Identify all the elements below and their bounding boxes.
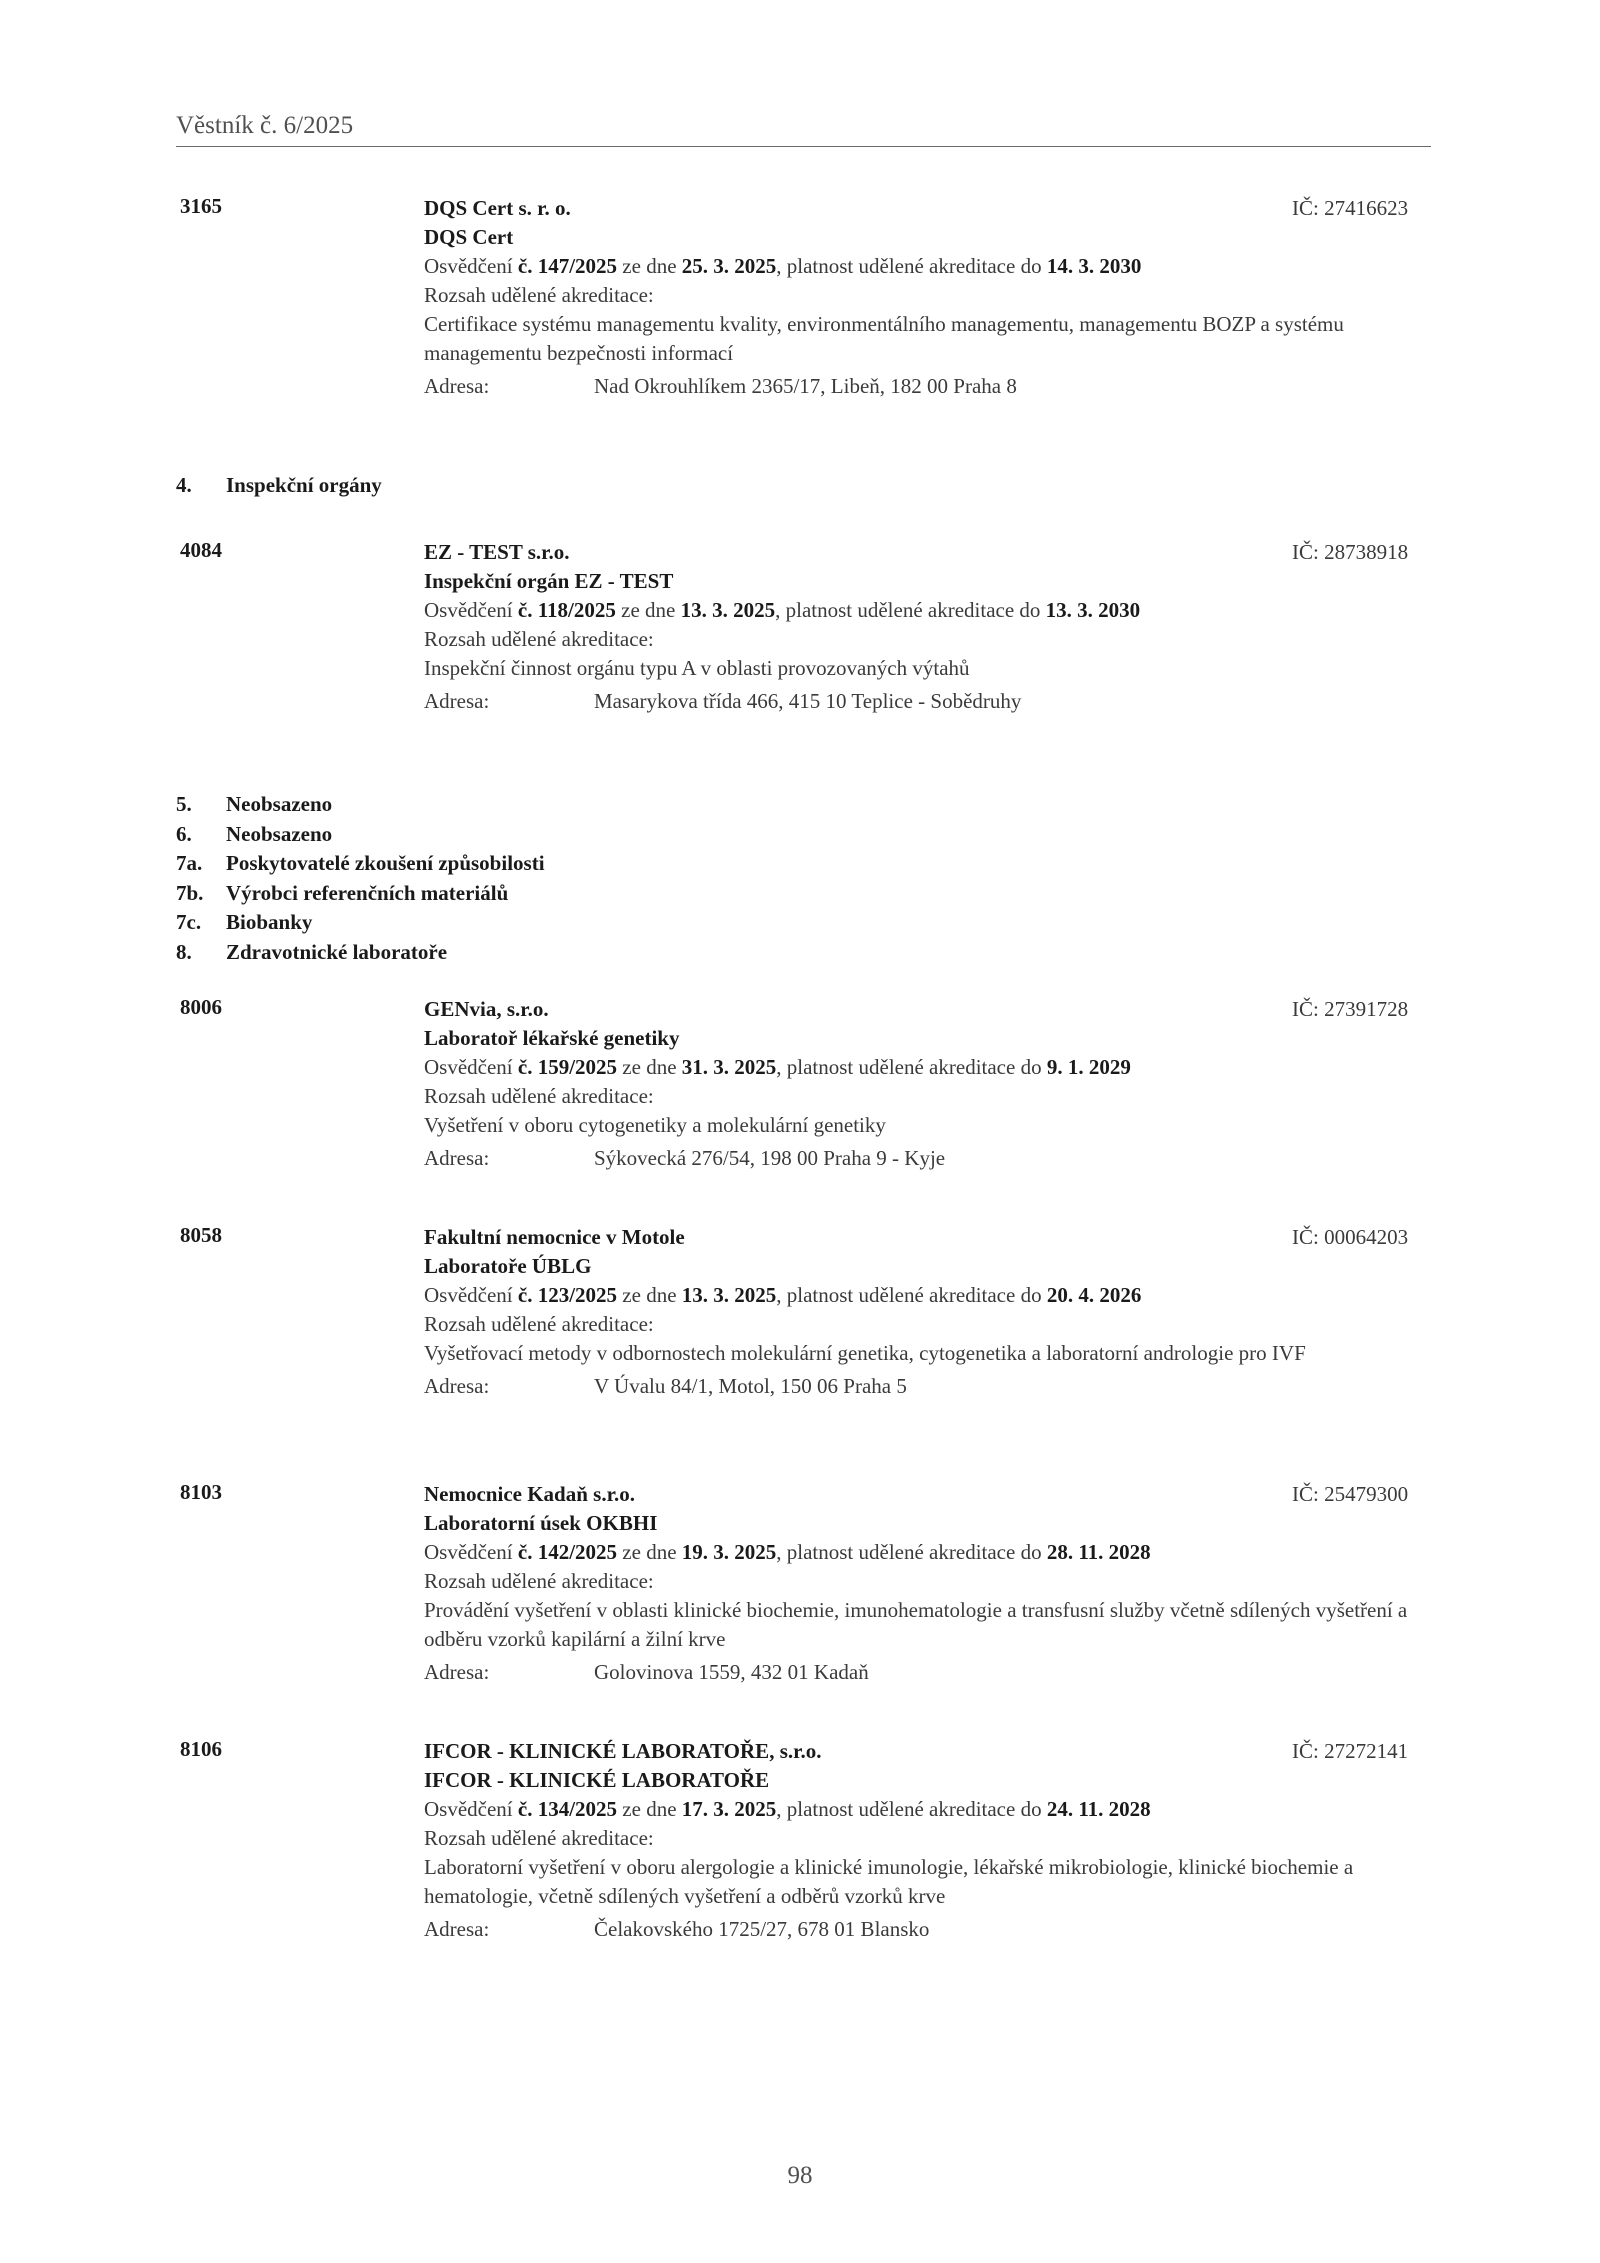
scope-label: Rozsah udělené akreditace: xyxy=(424,1084,654,1108)
address-value: Sýkovecká 276/54, 198 00 Praha 9 - Kyje xyxy=(594,1146,946,1170)
entry-name-row xyxy=(424,194,1424,223)
entry-ic: IČ: 00064203 xyxy=(1292,1225,1409,1249)
section-heading xyxy=(176,820,545,850)
section-heading xyxy=(176,473,382,498)
entry-body xyxy=(424,194,1424,401)
cert-valid-until: 24. 11. 2028 xyxy=(1046,1797,1151,1821)
entry-certificate xyxy=(424,1538,1424,1567)
cert-number: č. 159/2025 xyxy=(517,1055,618,1079)
entry-name: DQS Cert s. r. o. xyxy=(424,196,571,220)
page-number: 98 xyxy=(787,2162,813,2189)
entry-name-row xyxy=(424,1223,1424,1252)
header-divider xyxy=(176,146,1431,147)
page-header xyxy=(176,112,1431,140)
address-label: Adresa: xyxy=(424,374,490,398)
section-heading xyxy=(176,790,545,820)
cert-text: , platnost udělené akreditace do xyxy=(776,1283,1047,1307)
cert-date: 31. 3. 2025 xyxy=(681,1055,777,1079)
entry-body xyxy=(424,1480,1424,1687)
entry-number: 8006 xyxy=(180,995,222,1019)
address-label: Adresa: xyxy=(424,1374,490,1398)
scope-text: Vyšetření v oboru cytogenetiky a molekulární genetiky xyxy=(424,1113,886,1137)
section-number: 7b. xyxy=(176,880,204,905)
entry-body xyxy=(424,1737,1424,1944)
cert-prefix: Osvědčení xyxy=(424,1055,518,1079)
entry-number: 8103 xyxy=(180,1480,222,1504)
scope-text: Certifikace systému managementu kvality, environmentálního managementu, managementu BOZP a systému managementu bezpečnosti informací xyxy=(424,312,1344,365)
entry-number: 3165 xyxy=(180,194,222,218)
entry-body xyxy=(424,995,1424,1173)
cert-prefix: Osvědčení xyxy=(424,254,518,278)
cert-text: ze dne xyxy=(615,598,681,622)
cert-valid-until: 9. 1. 2029 xyxy=(1046,1055,1131,1079)
address-label: Adresa: xyxy=(424,1146,490,1170)
address-row xyxy=(424,687,1424,716)
section-heading xyxy=(176,938,545,968)
entry-ic: IČ: 28738918 xyxy=(1292,540,1409,564)
cert-number: č. 134/2025 xyxy=(517,1797,618,1821)
scope-text: Provádění vyšetření v oblasti klinické biochemie, imunohematologie a transfusní služby včetně sdílených vyšetření a odběru vzorků kapilární a žilní krve xyxy=(424,1598,1408,1651)
address-row xyxy=(424,1144,1424,1173)
entry-certificate xyxy=(424,1281,1424,1310)
section-heading xyxy=(176,879,545,909)
scope-text: Laboratorní vyšetření v oboru alergologie a klinické imunologie, lékařské mikrobiologie, klinické biochemie a hematologie, včetně sdílených vyšetření a odběrů vzorků krve xyxy=(424,1855,1354,1908)
scope-text: Vyšetřovací metody v odbornostech molekulární genetika, cytogenetika a laboratorní andrologie pro IVF xyxy=(424,1341,1306,1365)
section-list xyxy=(176,790,545,967)
entry-subname: Laboratoř lékařské genetiky xyxy=(424,1026,680,1050)
entry-subname: Laboratoře ÚBLG xyxy=(424,1254,592,1278)
cert-text: , platnost udělené akreditace do xyxy=(776,1540,1047,1564)
address-label: Adresa: xyxy=(424,689,490,713)
cert-text: , platnost udělené akreditace do xyxy=(776,254,1047,278)
section-number: 7a. xyxy=(176,851,203,875)
cert-text: ze dne xyxy=(617,1797,682,1821)
scope-label: Rozsah udělené akreditace: xyxy=(424,283,654,307)
cert-valid-until: 14. 3. 2030 xyxy=(1046,254,1142,278)
entry-subname: IFCOR - KLINICKÉ LABORATOŘE xyxy=(424,1768,770,1792)
section-number: 7c. xyxy=(176,910,202,934)
entry-name-row xyxy=(424,1480,1424,1509)
cert-text: , platnost udělené akreditace do xyxy=(775,598,1046,622)
entry-ic: IČ: 27272141 xyxy=(1292,1739,1409,1763)
scope-label: Rozsah udělené akreditace: xyxy=(424,1569,654,1593)
cert-date: 25. 3. 2025 xyxy=(681,254,777,278)
cert-number: č. 142/2025 xyxy=(517,1540,618,1564)
scope-label: Rozsah udělené akreditace: xyxy=(424,1826,654,1850)
scope-text: Inspekční činnost orgánu typu A v oblasti provozovaných výtahů xyxy=(424,656,970,680)
section-heading xyxy=(176,849,545,879)
section-heading xyxy=(176,908,545,938)
entry-ic: IČ: 27416623 xyxy=(1292,196,1409,220)
entry-name: Fakultní nemocnice v Motole xyxy=(424,1225,685,1249)
entry-name: IFCOR - KLINICKÉ LABORATOŘE, s.r.o. xyxy=(424,1739,822,1763)
cert-date: 13. 3. 2025 xyxy=(680,598,776,622)
journal-title: Věstník č. 6/2025 xyxy=(176,112,354,139)
section-number: 6. xyxy=(176,821,192,846)
entry-certificate xyxy=(424,1795,1424,1824)
entry-number: 8058 xyxy=(180,1223,222,1247)
section-number: 8. xyxy=(176,939,192,964)
section-title: Poskytovatelé zkoušení způsobilosti xyxy=(226,851,545,875)
cert-prefix: Osvědčení xyxy=(424,1797,518,1821)
cert-valid-until: 28. 11. 2028 xyxy=(1046,1540,1151,1564)
cert-valid-until: 13. 3. 2030 xyxy=(1045,598,1141,622)
cert-text: ze dne xyxy=(617,1055,682,1079)
entry-name-row xyxy=(424,995,1424,1024)
section-title: Inspekční orgány xyxy=(226,473,382,497)
entry-subname: DQS Cert xyxy=(424,225,514,249)
cert-date: 19. 3. 2025 xyxy=(681,1540,777,1564)
cert-prefix: Osvědčení xyxy=(424,1540,518,1564)
address-label: Adresa: xyxy=(424,1660,490,1684)
scope-label: Rozsah udělené akreditace: xyxy=(424,1312,654,1336)
entry-body xyxy=(424,1223,1424,1401)
address-value: Masarykova třída 466, 415 10 Teplice - Sobědruhy xyxy=(594,689,1022,713)
entry-name-row xyxy=(424,1737,1424,1766)
cert-number: č. 123/2025 xyxy=(517,1283,618,1307)
cert-date: 13. 3. 2025 xyxy=(681,1283,777,1307)
entry-number: 8106 xyxy=(180,1737,222,1761)
entry-name: Nemocnice Kadaň s.r.o. xyxy=(424,1482,635,1506)
entry-certificate xyxy=(424,1053,1424,1082)
cert-text: , platnost udělené akreditace do xyxy=(776,1797,1047,1821)
entry-name: GENvia, s.r.o. xyxy=(424,997,549,1021)
section-number: 4. xyxy=(176,473,192,497)
cert-number: č. 147/2025 xyxy=(517,254,618,278)
entry-subname: Laboratorní úsek OKBHI xyxy=(424,1511,658,1535)
cert-date: 17. 3. 2025 xyxy=(681,1797,777,1821)
section-title: Neobsazeno xyxy=(226,821,333,846)
entry-name: EZ - TEST s.r.o. xyxy=(424,540,570,564)
address-value: Čelakovského 1725/27, 678 01 Blansko xyxy=(594,1917,930,1941)
address-row xyxy=(424,1372,1424,1401)
section-title: Zdravotnické laboratoře xyxy=(226,939,448,964)
entry-subname: Inspekční orgán EZ - TEST xyxy=(424,569,674,593)
cert-text: ze dne xyxy=(617,254,682,278)
address-value: Nad Okrouhlíkem 2365/17, Libeň, 182 00 Praha 8 xyxy=(594,374,1017,398)
address-value: V Úvalu 84/1, Motol, 150 06 Praha 5 xyxy=(594,1374,907,1398)
section-title: Biobanky xyxy=(226,910,313,934)
entry-ic: IČ: 25479300 xyxy=(1292,1482,1409,1506)
scope-label: Rozsah udělené akreditace: xyxy=(424,627,654,651)
cert-text: ze dne xyxy=(617,1540,682,1564)
cert-prefix: Osvědčení xyxy=(424,1283,518,1307)
address-value: Golovinova 1559, 432 01 Kadaň xyxy=(594,1660,869,1684)
cert-prefix: Osvědčení xyxy=(424,598,518,622)
cert-number: č. 118/2025 xyxy=(517,598,616,622)
entry-ic: IČ: 27391728 xyxy=(1292,997,1409,1021)
entry-body xyxy=(424,538,1424,716)
address-row xyxy=(424,1915,1424,1944)
entry-name-row xyxy=(424,538,1424,567)
cert-valid-until: 20. 4. 2026 xyxy=(1046,1283,1142,1307)
entry-number: 4084 xyxy=(180,538,222,562)
entry-certificate xyxy=(424,252,1424,281)
entry-certificate xyxy=(424,596,1424,625)
address-label: Adresa: xyxy=(424,1917,490,1941)
section-title: Neobsazeno xyxy=(226,792,333,816)
address-row xyxy=(424,1658,1424,1687)
section-number: 5. xyxy=(176,792,192,816)
cert-text: ze dne xyxy=(617,1283,682,1307)
section-title: Výrobci referenčních materiálů xyxy=(226,880,509,905)
cert-text: , platnost udělené akreditace do xyxy=(776,1055,1047,1079)
address-row xyxy=(424,372,1424,401)
